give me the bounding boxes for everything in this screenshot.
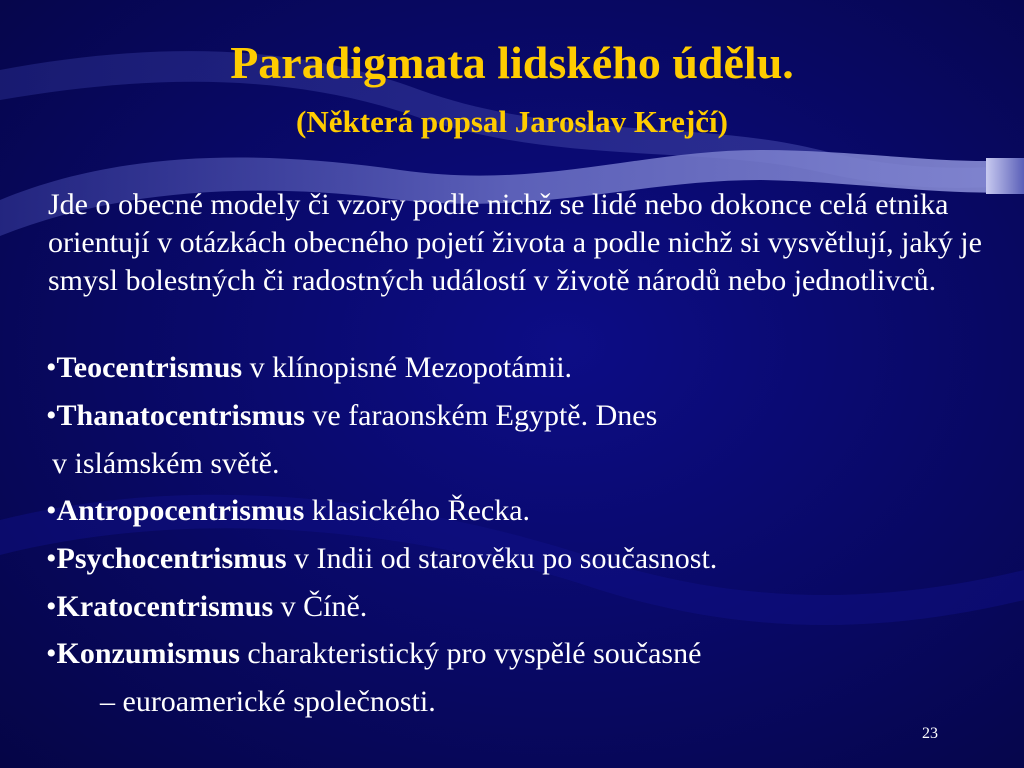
list-item (46, 349, 572, 387)
item-text: – euroamerické společnosti. (100, 685, 436, 718)
list-item (46, 540, 717, 578)
term: Kratocentrismus (56, 590, 274, 623)
item-text: v Číně. (273, 590, 368, 623)
term: Antropocentrismus (56, 494, 305, 527)
bullet: • (46, 542, 57, 575)
term: Teocentrismus (56, 351, 243, 384)
bullet: • (46, 637, 57, 670)
slide-subtitle: (Některá popsal Jaroslav Krejčí) (296, 104, 728, 139)
list-item (46, 397, 657, 435)
item-text: v klínopisné Mezopotámii. (242, 351, 573, 384)
term: Thanatocentrismus (56, 399, 305, 432)
list-item-continuation (52, 445, 279, 483)
item-text: v islámském světě. (52, 447, 280, 480)
bullet: • (46, 590, 57, 623)
bullet: • (46, 351, 57, 384)
list-item (46, 492, 530, 530)
item-text: charakteristický pro vyspělé současné (239, 637, 702, 670)
item-text: ve faraonském Egyptě. Dnes (304, 399, 658, 432)
slide-title: Paradigmata lidského údělu. (230, 37, 794, 88)
bullet: • (46, 494, 57, 527)
bullet: • (46, 399, 57, 432)
slide-number: 23 (922, 725, 938, 742)
item-text: v Indii od starověku po současnost. (286, 542, 718, 575)
term: Konzumismus (56, 637, 240, 670)
list-item-continuation (100, 683, 436, 721)
item-text: klasického Řecka. (304, 494, 531, 527)
list-item (46, 588, 367, 626)
list-item (46, 635, 701, 673)
intro-paragraph: Jde o obecné modely či vzory podle nichž se lidé nebo dokonce celá etnika orientují v otázkách obecného pojetí života a podle nichž si vysvětlují, jaký je smysl bolestných či radostných událostí v životě národů nebo jednotlivců. (48, 188, 982, 297)
term: Psychocentrismus (56, 542, 287, 575)
